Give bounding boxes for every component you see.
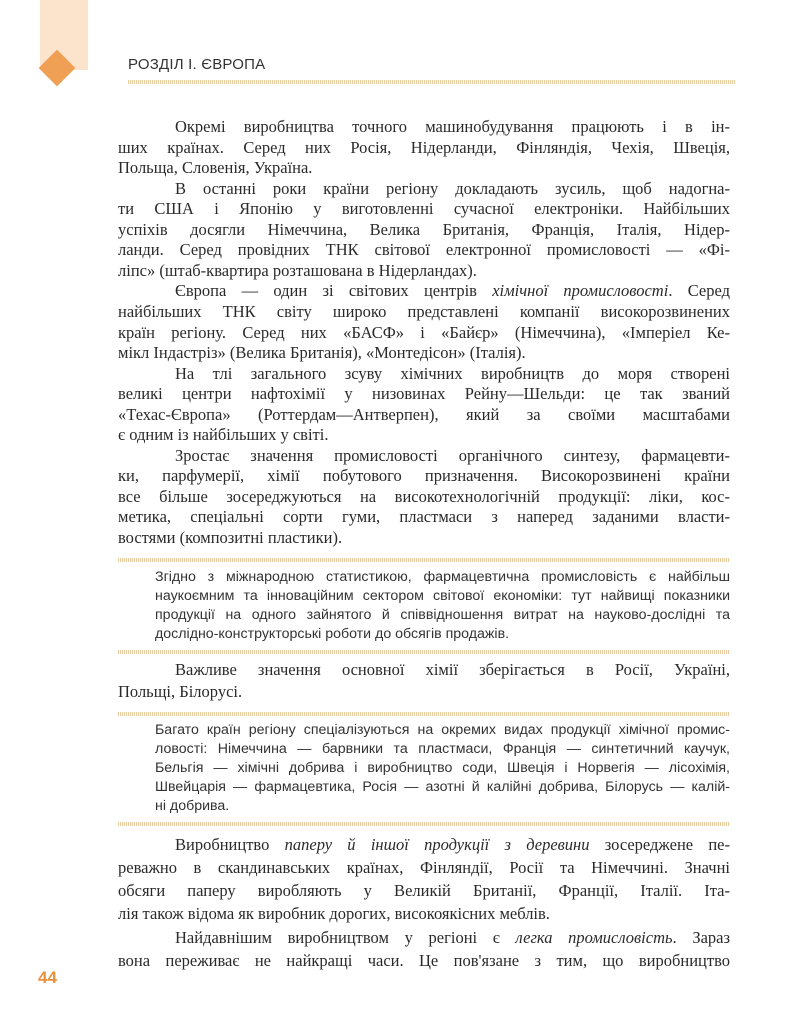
section-header: РОЗДІЛ І. ЄВРОПА [128, 56, 266, 73]
note-line: Багато країн регіону спеціалізуються на окремих видах продукції хімічної промис- [155, 722, 730, 738]
text-segment: Окремі виробництва точного машинобудування працюють і в ін- [175, 117, 730, 136]
text-segment: востями (композитні пластики). [118, 528, 343, 547]
text-segment: зосереджене пе- [589, 835, 731, 854]
text-line [118, 158, 730, 177]
text-line [118, 302, 730, 321]
text-segment: На тлі загального зсуву хімічних виробництв до моря створені [175, 363, 730, 383]
text-segment: є одним із найбільших у світі. [118, 425, 329, 445]
note-line: продукції на одного зайнятого й співвідношення витрат на науково-дослідні та [155, 607, 730, 623]
box-divider [118, 822, 730, 826]
text-segment: ти США і Японію у виготовленні сучасної електроніки. Найбільших [118, 199, 730, 219]
text-line [118, 881, 730, 900]
text-segment: вона переживає не найкращі часи. Це пов'язане з тим, що виробництво [118, 951, 730, 970]
text-segment: ших країнах. Серед них Росія, Нідерланди, Фінляндія, Чехія, Швеція, [118, 137, 730, 157]
text-segment: Найдавнішим виробництвом у регіоні є [175, 928, 516, 947]
text-segment: ланди. Серед провідних ТНК світової електронної промисловості — «Фі- [118, 240, 730, 260]
note-line: Згідно з міжнародною статистикою, фармацевтична промисловість є найбільш [155, 569, 730, 585]
text-segment: успіхів досягли Німеччина, Велика Британія, Франція, Італія, Нідер- [118, 219, 730, 239]
text-line [118, 220, 730, 239]
text-line [175, 660, 730, 679]
text-line [175, 117, 730, 136]
text-line [118, 240, 730, 259]
text-line [118, 904, 730, 923]
text-line [118, 425, 730, 444]
text-line [118, 199, 730, 218]
text-line [118, 405, 730, 424]
text-line [118, 682, 730, 701]
box-divider [118, 712, 730, 716]
emphasis-term: хімічної промисловості [492, 281, 669, 301]
text-segment: ки, парфумерії, хімії побутового призначення. Високорозвинені країни [118, 466, 730, 486]
text-line [175, 928, 730, 947]
text-line [175, 179, 730, 198]
text-line [118, 384, 730, 403]
text-segment: Виробництво [175, 835, 285, 854]
box-divider [118, 558, 730, 562]
text-segment: метика, спеціальні сорти гуми, пластмаси з наперед заданими власти- [118, 507, 730, 527]
text-segment: найбільших ТНК світу широко представлені компанії високорозвинених [118, 301, 730, 321]
note-line: ловості: Німеччина — барвники та пластмаси, Франція — синтетичний каучук, [155, 741, 730, 757]
text-segment: . Зараз [672, 928, 730, 947]
text-segment: Польща, Словенія, Україна. [118, 158, 313, 178]
note-line: Швейцарія — фармацевтика, Росія — азотні й калійні добрива, Білорусь — калій- [155, 779, 730, 795]
text-segment: ліпс» (штаб-квартира розташована в Нідерландах). [118, 260, 477, 280]
text-line [175, 446, 730, 465]
text-segment: обсяги паперу виробляють у Великій Британії, Франції, Італії. Іта- [118, 881, 730, 900]
text-segment: все більше зосереджуються на високотехнологічній продукції: ліки, кос- [118, 486, 730, 506]
text-line [118, 528, 730, 547]
text-line [118, 858, 730, 877]
text-segment: Польщі, Білорусі. [118, 682, 243, 701]
page-number: 44 [38, 968, 57, 987]
text-segment: Європа — один зі світових центрів [175, 281, 493, 301]
text-line [118, 951, 730, 970]
note-line: дослідно-конструкторські роботи до обсягів продажів. [155, 626, 510, 642]
text-line [118, 507, 730, 526]
box-divider [118, 650, 730, 654]
text-segment: лія також відома як виробник дорогих, високоякісних меблів. [118, 904, 550, 923]
text-segment: реважно в скандинавських країнах, Фінляндії, Росії та Німеччині. Значні [118, 858, 730, 877]
text-segment: В останні роки країни регіону докладають зусиль, щоб надогна- [175, 178, 730, 198]
header-divider [128, 80, 735, 84]
text-line [175, 281, 730, 300]
text-line [118, 343, 730, 362]
text-segment: великі центри нафтохімії у низовинах Рейну—Шельди: це так званий [118, 384, 730, 404]
text-segment: «Техас-Європа» (Роттердам—Антверпен), який за своїми масштабами [118, 404, 730, 424]
text-line [118, 261, 730, 280]
note-line: Бельгія — хімічні добрива і виробництво соди, Швеція і Норвегія — лісохімія, [155, 760, 730, 776]
emphasis-term: легка промисловість [515, 928, 673, 947]
emphasis-term: паперу й іншої продукції з деревини [284, 835, 590, 854]
text-line [118, 487, 730, 506]
note-line: ні добрива. [155, 798, 230, 814]
text-segment: Важливе значення основної хімії зберігається в Росії, Україні, [175, 660, 730, 679]
text-segment: країн регіону. Серед них «БАСФ» і «Байєр» (Німеччина), «Імперіел Ке- [118, 322, 730, 342]
text-line [118, 323, 730, 342]
text-line [118, 138, 730, 157]
text-line [175, 364, 730, 383]
text-line [118, 466, 730, 485]
text-segment: мікл Індастріз» (Велика Британія), «Монтедісон» (Італія). [118, 343, 526, 363]
note-line: наукоємним та інноваційним сектором світової економіки: тут найвищі показники [155, 588, 730, 604]
text-segment: Зростає значення промисловості органічного синтезу, фармацевти- [175, 445, 730, 465]
text-segment: . Серед [668, 281, 730, 301]
text-line [175, 835, 730, 854]
